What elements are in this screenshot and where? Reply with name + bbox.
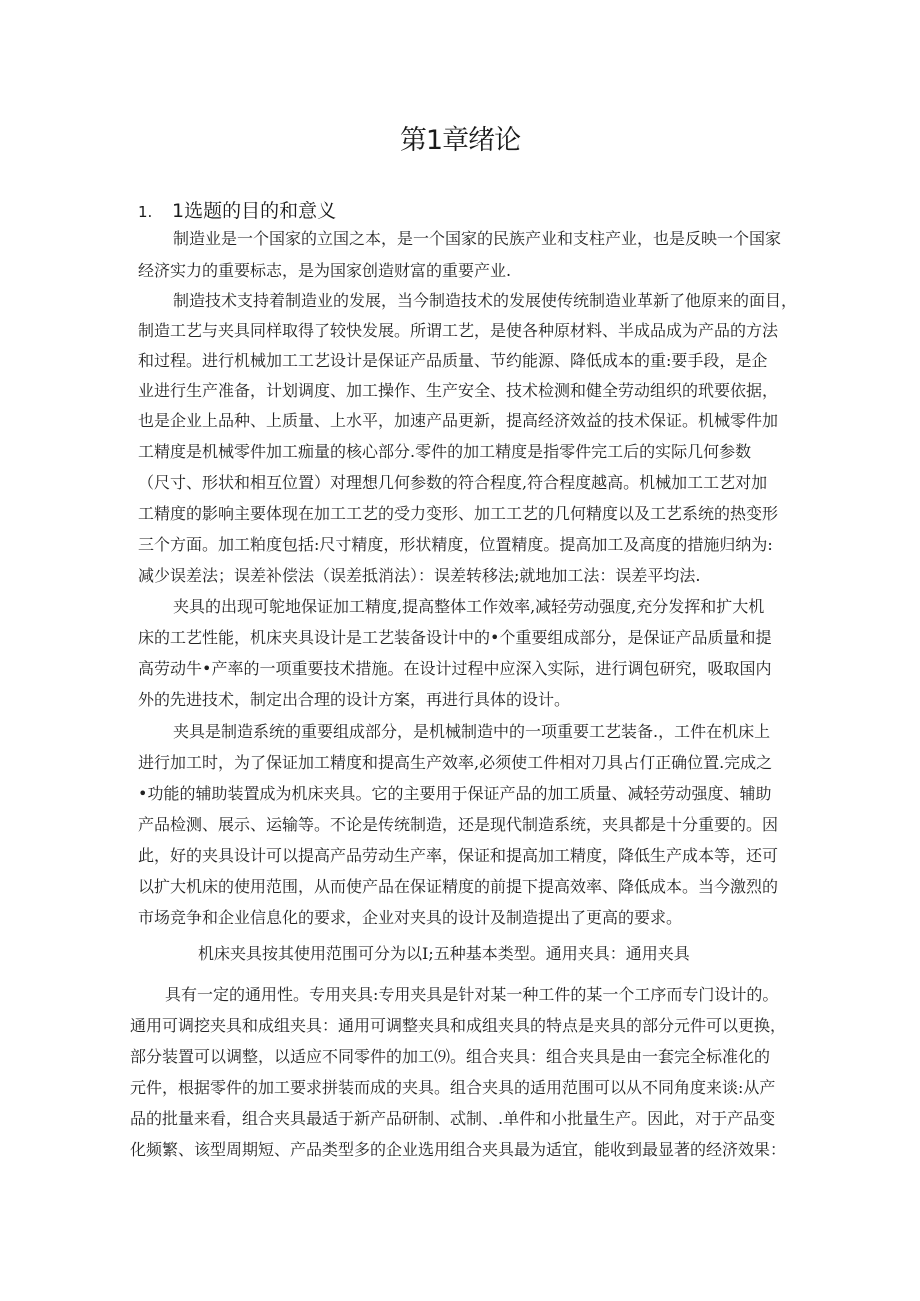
text-line: 减少误差法；误差补偿法（误差抵消法）：误差转移法;就地加工法：误差平均法. — [138, 566, 701, 585]
text-line: 以扩大机床的使用范围，从而使产品在保证精度的前提下提高效率、降低成本。当今激烈的 — [138, 877, 779, 896]
text-line: 工精度的影响主要体现在加工工艺的受力变形、加工工艺的几何精度以及工艺系统的热变形 — [138, 504, 779, 523]
text-line: 产品检测、展示、运输等。不论是传统制造，还是现代制造系统，夹具都是十分重要的。因 — [138, 815, 779, 834]
text-line: 床的工艺性能，机床夹具设计是工艺装备设计中的•个重要组成部分，是保证产品质量和提 — [138, 628, 772, 647]
text-line: 经济实力的重要标志，是为国家创造财富的重要产业. — [138, 261, 512, 280]
text-line: 高劳动牛•产率的一项重要技术措施。在设计过程中应深入实际，进行调包研究，吸取国内 — [138, 659, 772, 678]
text-line: 通用可调挖夹具和成组夹具：通用可调整夹具和成组夹具的特点是夹具的部分元件可以更换， — [130, 1016, 787, 1035]
text-line: 部分装置可以调整，以适应不同零件的加工⑼。组合夹具：组合夹具是由一套完全标准化的 — [130, 1047, 771, 1066]
text-line: （尺寸、形状和相互位置）对理想几何参数的符合程度,符合程度越高。机械加工工艺对加 — [138, 473, 768, 492]
text-line: 制造技术支持着制造业的发展，当今制造技术的发展使传统制造业革新了他原来的面目， — [173, 291, 798, 310]
text-line: 制造业是一个国家的立国之本，是一个国家的民族产业和支柱产业，也是反映一个国家 — [173, 229, 782, 248]
chapter-title: 第1章绪论 — [399, 125, 521, 156]
text-line: 业进行生产准备，计划调度、加工操作、生产安全、技术检测和健全劳动组织的玳要依据， — [138, 381, 779, 400]
text-line: 三个方面。加工粕度包括:尺寸精度，形状精度，位置精度。提高加工及高度的措施归纳为: — [138, 535, 773, 554]
section-number: 1. — [138, 203, 153, 221]
text-line: 外的先进技术，制定出合理的设计方案，再进行具体的设计。 — [138, 690, 571, 709]
text-line: •功能的辅助装置成为机床夹具。它的主要用于保证产品的加工质量、减轻劳动强度、辅助 — [138, 784, 772, 803]
text-line: 品的批量来看，组合夹具最适于新产品研制、忒制、.单件和小批量生产。因此，对于产品变 — [130, 1109, 776, 1128]
text-line: 元件，根据零件的加工要求拼装而成的夹具。组合夹具的适用范围可以从不同角度来谈:从产 — [130, 1078, 776, 1097]
text-line: 夹具的出现可鸵地保证加工精度,提高整体工作效率,减轻劳动强度,充分发挥和扩大机 — [173, 597, 765, 616]
text-line: 机床夹具按其使用范围可分为以I;五种基本类型。通用夹具：通用夹具 — [198, 944, 690, 963]
text-line: 制造工艺与夹具同样取得了较快发展。所谓工艺，是使各种原材料、半成品成为产品的方法 — [138, 321, 779, 340]
text-line: 此，好的夹具设计可以提高产品劳动生产率，保证和提高加工精度，降低生产成本等，还可 — [138, 846, 779, 865]
section-title: 1选题的目的和意义 — [172, 200, 337, 222]
text-line: 化频繁、该型周期短、产品类型多的企业选用组合夹具最为适宜，能收到最显著的经济效果： — [130, 1140, 787, 1159]
text-line: 进行加工时，为了保证加工精度和提高生产效率,必须使工件相对刀具占仃正确位置.完成之 — [138, 753, 773, 772]
text-line: 具有一定的通用性。专用夹具:专用夹具是针对某一种工件的某一个工序而专门设计的。 — [165, 985, 779, 1004]
text-line: 夹具是制造系统的重要组成部分，是机械制造中的一项重要工艺装备.，工件在机床上 — [173, 722, 771, 741]
text-line: 也是企业上品种、上质量、上水平，加速产品更新，提高经济效益的技术保证。机械零件加 — [138, 411, 779, 430]
text-line: 工精度是机械零件加工痂量的核心部分.零件的加工精度是指零件完工后的实际几何参数 — [138, 442, 752, 461]
text-line: 和过程。进行机械加工工艺设计是保证产品质量、节约能源、降低成本的重:要手段，是企 — [138, 351, 768, 370]
text-line: 市场竞争和企业信息化的要求，企业对夹具的设计及制造提出了更高的要求。 — [138, 908, 683, 927]
section-heading — [138, 196, 336, 223]
